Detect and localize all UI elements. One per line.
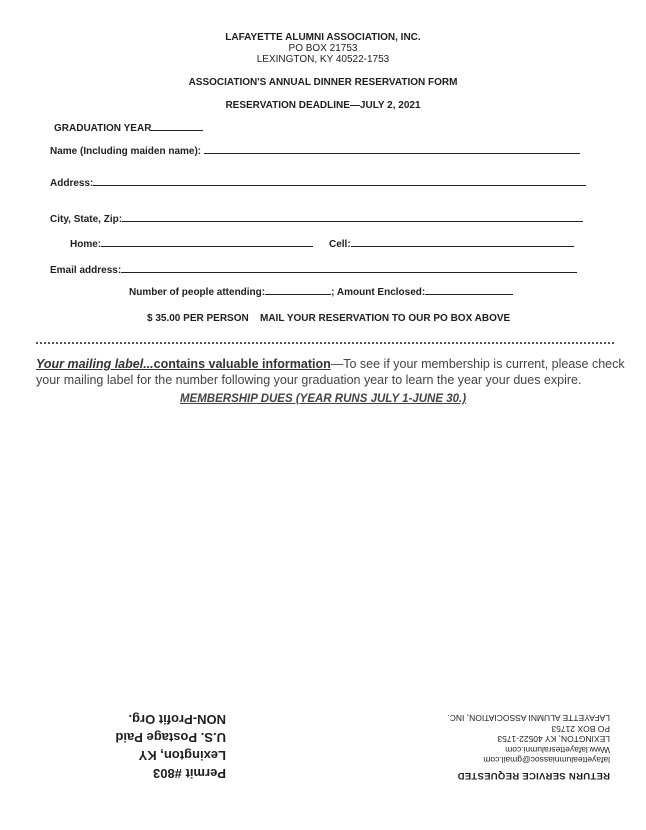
people-attending-line[interactable] — [265, 293, 331, 295]
return-email: lafayettealumniassoc@gmail.com — [483, 755, 610, 766]
postage-block — [108, 706, 226, 782]
city-state-zip-line[interactable] — [122, 220, 583, 222]
city-state-zip-field[interactable] — [50, 214, 583, 225]
email-field[interactable] — [50, 265, 577, 276]
postage-org: NON-Profit Org. — [128, 712, 226, 727]
name-field[interactable] — [50, 146, 580, 157]
graduation-year-label: GRADUATION YEAR — [54, 123, 152, 134]
reservation-deadline: RESERVATION DEADLINE—JULY 2, 2021 — [225, 100, 421, 111]
amount-enclosed-label: Amount Enclosed: — [336, 287, 426, 298]
po-box: PO BOX 21753 — [288, 43, 358, 54]
mailing-label-heading: Your mailing label... — [36, 357, 154, 371]
email-line[interactable] — [121, 271, 577, 273]
name-label: Name (Including maiden name): — [50, 146, 202, 157]
postage-city: Lexington, KY — [138, 748, 226, 763]
membership-dues-wrap — [0, 389, 646, 407]
people-separator: ; — [331, 287, 335, 298]
address-label: Address: — [50, 178, 94, 189]
mailing-label-note — [36, 356, 626, 388]
mail-instruction: MAIL YOUR RESERVATION TO OUR PO BOX ABOVE — [260, 313, 511, 324]
address-field[interactable] — [50, 178, 586, 189]
home-phone-label: Home: — [70, 239, 102, 250]
home-phone-line[interactable] — [101, 245, 313, 247]
graduation-year-field[interactable] — [54, 123, 203, 134]
cell-phone-field[interactable] — [329, 239, 574, 250]
people-attending-label: Number of people attending: — [129, 287, 266, 298]
email-label: Email address: — [50, 265, 122, 276]
graduation-year-line[interactable] — [151, 129, 203, 131]
valuable-info-heading: contains valuable information — [153, 357, 331, 371]
name-line[interactable] — [204, 152, 580, 154]
attendance-field[interactable] — [129, 287, 513, 298]
price-per-person: $ 35.00 PER PERSON — [147, 313, 249, 324]
address-line[interactable] — [93, 184, 586, 186]
return-website: Www.lafayettesralumni.com — [505, 745, 610, 755]
cell-phone-line[interactable] — [351, 245, 574, 247]
postage-paid: U.S. Postage Paid — [115, 730, 226, 745]
return-service-requested: RETURN SERVICE REQUESTED — [457, 770, 610, 781]
org-name: LAFAYETTE ALUMNI ASSOCIATION, INC. — [225, 32, 421, 43]
return-org-name: LAFAYETTE ALUMNI ASSOCIATION, INC. — [447, 713, 610, 724]
city-zip: LEXINGTON, KY 40522-1753 — [256, 54, 390, 65]
mailing-label-text: —To see if your membership is current, please check your mailing label for the number following your graduation year to learn the year your dues expire. — [36, 357, 625, 387]
cell-phone-label: Cell: — [329, 239, 351, 250]
home-phone-field[interactable] — [70, 239, 313, 250]
return-address-block — [410, 680, 610, 780]
dotted-divider — [36, 342, 614, 349]
form-title: ASSOCIATION'S ANNUAL DINNER RESERVATION FORM — [188, 77, 458, 88]
membership-dues: MEMBERSHIP DUES (YEAR RUNS JULY 1-JUNE 30.) — [179, 393, 467, 405]
return-po-box: PO BOX 21753 — [551, 724, 610, 734]
amount-enclosed-line[interactable] — [425, 293, 513, 295]
postage-permit: Permit #803 — [153, 766, 226, 781]
return-city-zip: LEXINGTON, KY 40522-1753 — [497, 734, 610, 745]
city-state-zip-label: City, State, Zip: — [50, 214, 123, 225]
